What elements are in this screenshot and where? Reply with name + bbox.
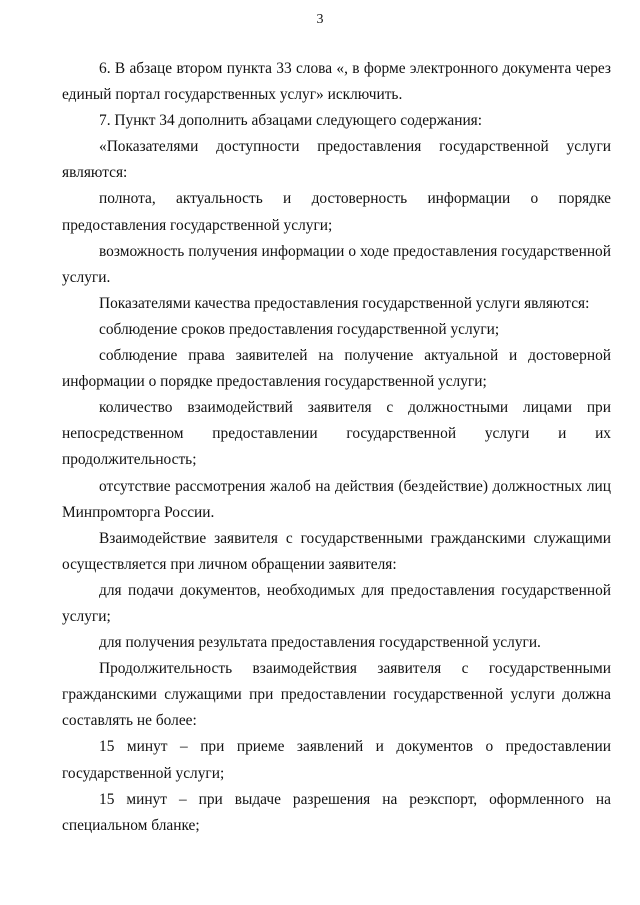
paragraph-item-7: 7. Пункт 34 дополнить абзацами следующего содержания: (99, 112, 483, 130)
paragraph-progress-info: возможность получения информации о ходе предоставления государственной услуги. (62, 242, 611, 286)
paragraph-availability-indicators: «Показателями доступности предоставления государственной услуги являются: (62, 138, 611, 182)
page-number: 3 (316, 12, 324, 27)
paragraph-quality-indicators: Показателями качества предоставления государственной услуги являются: (99, 294, 590, 312)
paragraph-receive-result: для получения результата предоставления государственной услуги. (99, 634, 541, 652)
paragraph-15-min-issue: 15 минут – при выдаче разрешения на реэкспорт, оформленного на специальном бланке; (62, 790, 611, 834)
paragraph-interaction-duration: Продолжительность взаимодействия заявителя с государственными гражданскими служащими при предоставлении государственной услуги должна составлять не более: (62, 660, 611, 730)
paragraph-item-6: 6. В абзаце втором пункта 33 слова «, в форме электронного документа через единый портал государственных услуг» исключить. (62, 60, 611, 104)
paragraph-applicant-rights: соблюдение права заявителей на получение актуальной и достоверной информации о порядке предоставления государственной услуги; (62, 347, 611, 391)
document-body (62, 56, 611, 839)
paragraph-deadlines: соблюдение сроков предоставления государственной услуги; (99, 320, 500, 338)
paragraph-no-complaints: отсутствие рассмотрения жалоб на действия (бездействие) должностных лиц Минпромторга России. (62, 477, 611, 521)
paragraph-interactions-count: количество взаимодействий заявителя с должностными лицами при непосредственном предоставлении государственной услуги и их продолжительность; (62, 399, 611, 469)
paragraph-15-min-intake: 15 минут – при приеме заявлений и документов о предоставлении государственной услуги; (62, 738, 611, 782)
paragraph-completeness: полнота, актуальность и достоверность информации о порядке предоставления государственной услуги; (62, 190, 611, 234)
paragraph-interaction-with-officials: Взаимодействие заявителя с государственными гражданскими служащими осуществляется при личном обращении заявителя: (62, 529, 611, 573)
paragraph-submit-documents: для подачи документов, необходимых для предоставления государственной услуги; (62, 581, 611, 625)
